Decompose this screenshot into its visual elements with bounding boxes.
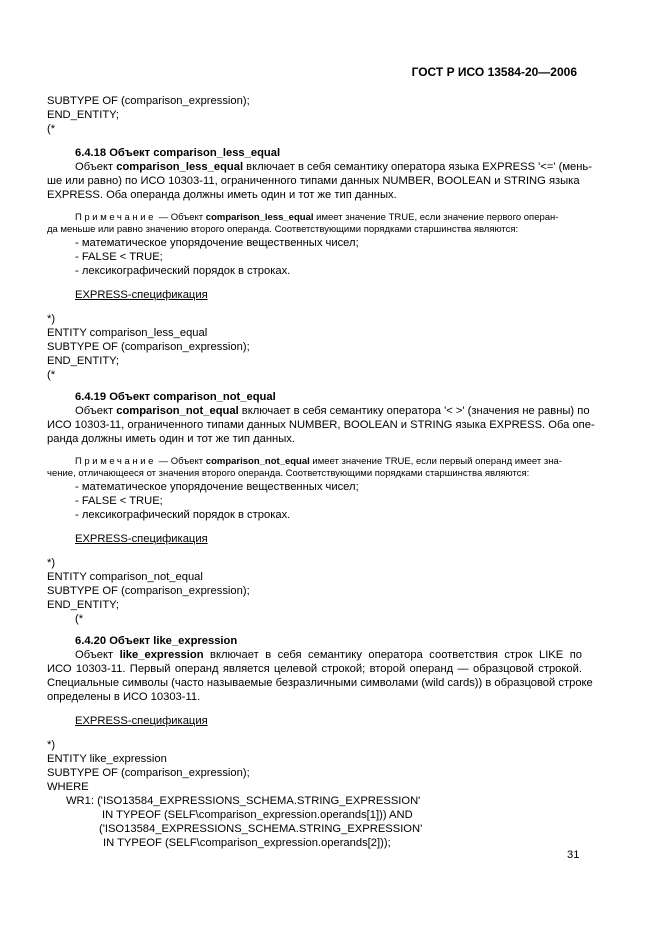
text: включает в себя семантику оператора '< >' (значения не равны) по (238, 405, 590, 417)
section-heading (75, 634, 237, 648)
code-line: END_ENTITY; (47, 109, 120, 121)
text: Объект (75, 161, 117, 173)
code-line: IN TYPEOF (SELF\comparison_expression.operands[2])); (103, 837, 391, 849)
list-item: - лексикографический порядок в строках. (75, 265, 291, 277)
page-number: 31 (567, 849, 580, 861)
paragraph-line (75, 160, 592, 174)
code-line: ENTITY comparison_not_equal (47, 571, 203, 583)
note-line: да меньше или равно значению второго операнда. Соответствующими порядками старшинства являются: (47, 224, 519, 235)
paragraph-line: EXPRESS. Оба операнда должны иметь один и тот же тип данных. (47, 189, 397, 201)
text: имеет значение TRUE, если значение первого операн- (313, 212, 559, 223)
code-line: *) (47, 313, 56, 325)
entity-name: comparison_not_equal (205, 456, 310, 467)
entity-name: like_expression (119, 649, 204, 661)
section-title: Объект comparison_less_equal (109, 147, 281, 159)
section-number: 6.4.18 (75, 147, 107, 159)
paragraph-line: определены в ИСО 10303-11. (47, 691, 201, 703)
entity-name: comparison_not_equal (116, 405, 239, 417)
code-line: WHERE (47, 781, 89, 793)
document-header: ГОСТ Р ИСО 13584-20—2006 (411, 65, 577, 79)
spec-heading: EXPRESS-спецификация (75, 715, 208, 727)
code-line: SUBTYPE OF (comparison_expression); (47, 95, 250, 107)
text: Объект (75, 405, 117, 417)
section-number: 6.4.20 (75, 635, 107, 647)
code-line: SUBTYPE OF (comparison_expression); (47, 341, 250, 353)
note-label: Примечание (75, 456, 156, 467)
text: — Объект (156, 456, 206, 467)
text: имеет значение TRUE, если первый операнд имеет зна- (309, 456, 562, 467)
paragraph-line: ИСО 10303-11, ограниченного типами данных NUMBER, BOOLEAN и STRING языка EXPRESS. Оба опе- (47, 419, 595, 431)
text: включает в себя семантику оператора языка EXPRESS '<=' (мень- (243, 161, 592, 173)
list-item: - FALSE < TRUE; (75, 251, 163, 263)
text: включает в себя семантику оператора соответствия строк LIKE по (203, 649, 582, 661)
paragraph-line: ИСО 10303-11. Первый операнд является целевой строкой; второй операнд — образцовой строкой. (47, 663, 582, 675)
code-line: SUBTYPE OF (comparison_expression); (47, 585, 250, 597)
note-line (75, 456, 562, 468)
code-line: ENTITY like_expression (47, 753, 167, 765)
list-item: - лексикографический порядок в строках. (75, 509, 291, 521)
section-title: Объект comparison_not_equal (109, 391, 276, 403)
code-line: END_ENTITY; (47, 355, 120, 367)
code-line: ENTITY comparison_less_equal (47, 327, 208, 339)
paragraph-line (75, 404, 590, 418)
code-line: WR1: ('ISO13584_EXPRESSIONS_SCHEMA.STRING_EXPRESSION' (66, 795, 421, 807)
section-title: Объект like_expression (109, 635, 238, 647)
paragraph-line (75, 648, 582, 662)
note-label: Примечание (75, 212, 156, 223)
code-line: *) (47, 739, 56, 751)
section-heading (75, 146, 280, 160)
code-line: (* (47, 123, 56, 135)
paragraph-line: ранда должны иметь один и тот же тип данных. (47, 433, 295, 445)
code-line: *) (47, 557, 56, 569)
list-item: - FALSE < TRUE; (75, 495, 163, 507)
code-line: (* (75, 613, 84, 625)
code-line: ('ISO13584_EXPRESSIONS_SCHEMA.STRING_EXPRESSION' (99, 823, 423, 835)
paragraph-line: ше или равно) по ИСО 10303-11, ограниченного типами данных NUMBER, BOOLEAN и STRING языка (47, 175, 580, 187)
entity-name: comparison_less_equal (205, 212, 314, 223)
list-item: - математическое упорядочение вещественных чисел; (75, 237, 359, 249)
note-line: чение, отличающееся от значения второго операнда. Соответствующими порядками старшинства являются: (47, 468, 530, 479)
paragraph-line: Специальные символы (часто называемые безразличными символами (wild cards)) в образцовой строке (47, 677, 593, 689)
code-line: SUBTYPE OF (comparison_expression); (47, 767, 250, 779)
code-line: IN TYPEOF (SELF\comparison_expression.operands[1])) AND (102, 809, 413, 821)
section-number: 6.4.19 (75, 391, 107, 403)
code-line: (* (47, 369, 56, 381)
text: Объект (75, 649, 120, 661)
code-line: END_ENTITY; (47, 599, 120, 611)
list-item: - математическое упорядочение вещественных чисел; (75, 481, 359, 493)
spec-heading: EXPRESS-спецификация (75, 533, 208, 545)
section-heading (75, 390, 276, 404)
entity-name: comparison_less_equal (116, 161, 244, 173)
note-line (75, 212, 558, 224)
text: — Объект (156, 212, 206, 223)
spec-heading: EXPRESS-спецификация (75, 289, 208, 301)
